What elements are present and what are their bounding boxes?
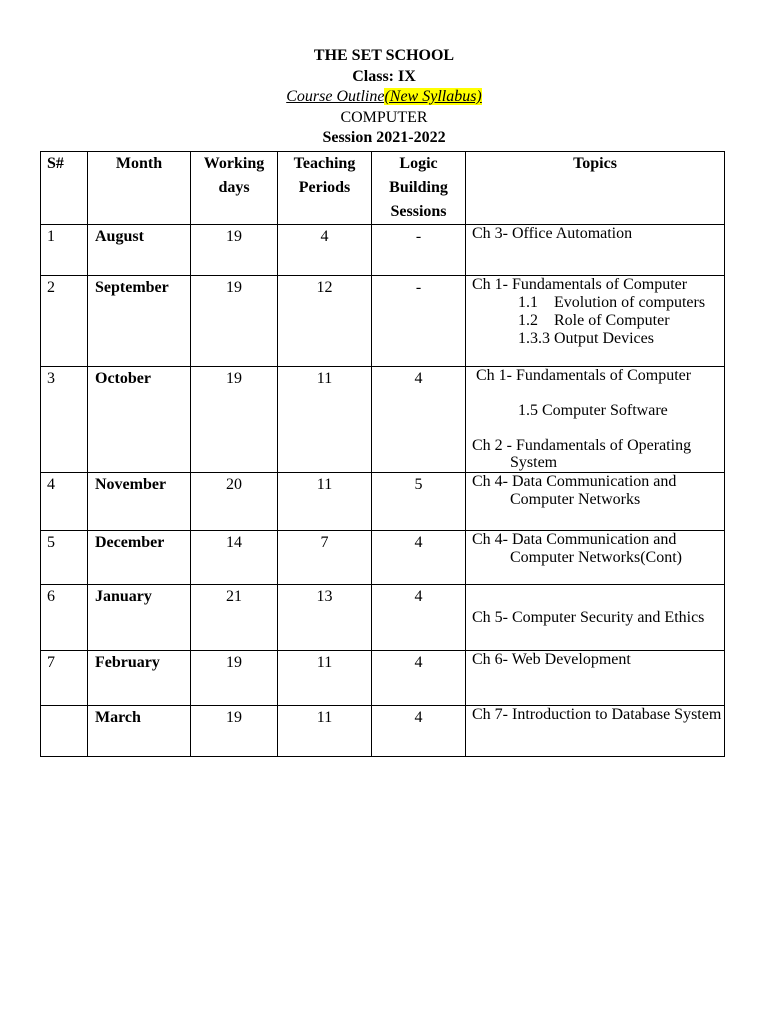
topic-line: 1.3.3 Output Devices (518, 330, 654, 347)
topic-line: System (510, 454, 558, 471)
table-row (41, 367, 725, 473)
topic-line: Computer Networks (510, 491, 641, 508)
cell-logic-sessions: 5 (372, 473, 466, 531)
new-syllabus-label: (New Syllabus) (384, 88, 482, 105)
school-name: THE SET SCHOOL (313, 47, 455, 64)
header-teaching-periods-line: Periods (298, 179, 351, 196)
cell-teaching-periods: 11 (278, 706, 372, 757)
cell-teaching-periods: 7 (278, 531, 372, 585)
cell-month: January (88, 585, 191, 651)
table-row (41, 531, 725, 585)
cell-working-days: 20 (191, 473, 278, 531)
topic-line: Ch 3- Office Automation (472, 225, 633, 242)
table-row (41, 473, 725, 531)
cell-sno: 1 (41, 225, 88, 276)
topic-line: Ch 7- Introduction to Database System (472, 706, 722, 723)
topic-line: 1.5 Computer Software (518, 402, 668, 419)
topic-line: Ch 1- Fundamentals of Computer (476, 367, 692, 384)
cell-sno: 2 (41, 276, 88, 367)
header-teaching-periods (278, 152, 372, 225)
document-header (0, 46, 768, 149)
header-logic-sessions-line: Sessions (390, 203, 447, 220)
cell-teaching-periods: 13 (278, 585, 372, 651)
class-line: Class: IX (352, 67, 416, 85)
cell-teaching-periods: 11 (278, 473, 372, 531)
header-sno: S# (41, 152, 88, 225)
cell-logic-sessions: 4 (372, 651, 466, 706)
cell-working-days: 19 (191, 706, 278, 757)
topic-line: Ch 1- Fundamentals of Computer (472, 276, 688, 293)
cell-month: November (88, 473, 191, 531)
cell-sno: 6 (41, 585, 88, 651)
cell-topics (466, 585, 725, 651)
cell-working-days: 19 (191, 367, 278, 473)
course-outline-table (40, 151, 725, 757)
cell-topics (466, 651, 725, 706)
header-working-days-line: Working (203, 155, 265, 172)
topic-line: Ch 2 - Fundamentals of Operating (472, 437, 692, 454)
header-logic-sessions-line: Logic (399, 155, 438, 172)
cell-sno: 7 (41, 651, 88, 706)
cell-working-days: 19 (191, 276, 278, 367)
cell-month: February (88, 651, 191, 706)
course-outline-line (0, 87, 768, 108)
header-teaching-periods-line: Teaching (293, 155, 356, 172)
header-working-days-line: days (218, 179, 250, 196)
topic-line: Ch 5- Computer Security and Ethics (472, 608, 705, 626)
header-logic-sessions-line: Building (389, 179, 448, 196)
cell-topics (466, 473, 725, 531)
topic-line: 1.1 Evolution of computers (518, 294, 706, 311)
cell-working-days: 19 (191, 225, 278, 276)
cell-sno: 4 (41, 473, 88, 531)
cell-logic-sessions: - (372, 225, 466, 276)
cell-month: September (88, 276, 191, 367)
topic-line: Computer Networks(Cont) (510, 549, 682, 566)
subject-title: COMPUTER (340, 108, 428, 126)
cell-logic-sessions: 4 (372, 585, 466, 651)
table-row (41, 651, 725, 706)
table-header-row (41, 152, 725, 225)
cell-teaching-periods: 11 (278, 651, 372, 706)
header-logic-sessions (372, 152, 466, 225)
topic-line: Ch 4- Data Communication and (472, 473, 677, 490)
course-outline-label: Course Outline (286, 88, 385, 105)
table-row (41, 276, 725, 367)
cell-month: March (88, 706, 191, 757)
cell-month: August (88, 225, 191, 276)
cell-topics (466, 367, 725, 473)
cell-topics (466, 531, 725, 585)
topic-line: Ch 4- Data Communication and (472, 531, 677, 548)
header-month: Month (88, 152, 191, 225)
cell-logic-sessions: 4 (372, 531, 466, 585)
cell-teaching-periods: 12 (278, 276, 372, 367)
cell-sno: 3 (41, 367, 88, 473)
cell-working-days: 19 (191, 651, 278, 706)
table-row (41, 225, 725, 276)
cell-month: October (88, 367, 191, 473)
cell-sno: 5 (41, 531, 88, 585)
topic-spacer (472, 385, 724, 402)
cell-teaching-periods: 4 (278, 225, 372, 276)
cell-working-days: 14 (191, 531, 278, 585)
header-working-days (191, 152, 278, 225)
cell-topics (466, 276, 725, 367)
session-title: Session 2021-2022 (322, 129, 446, 146)
cell-working-days: 21 (191, 585, 278, 651)
cell-topics (466, 225, 725, 276)
topic-spacer (472, 420, 724, 437)
topic-line: Ch 6- Web Development (472, 651, 631, 668)
cell-month: December (88, 531, 191, 585)
cell-logic-sessions: 4 (372, 367, 466, 473)
table-row (41, 585, 725, 651)
cell-topics (466, 706, 725, 757)
cell-logic-sessions: 4 (372, 706, 466, 757)
header-topics: Topics (466, 152, 725, 225)
cell-teaching-periods: 11 (278, 367, 372, 473)
cell-sno (41, 706, 88, 757)
cell-logic-sessions: - (372, 276, 466, 367)
table-row (41, 706, 725, 757)
topic-line: 1.2 Role of Computer (518, 312, 670, 329)
